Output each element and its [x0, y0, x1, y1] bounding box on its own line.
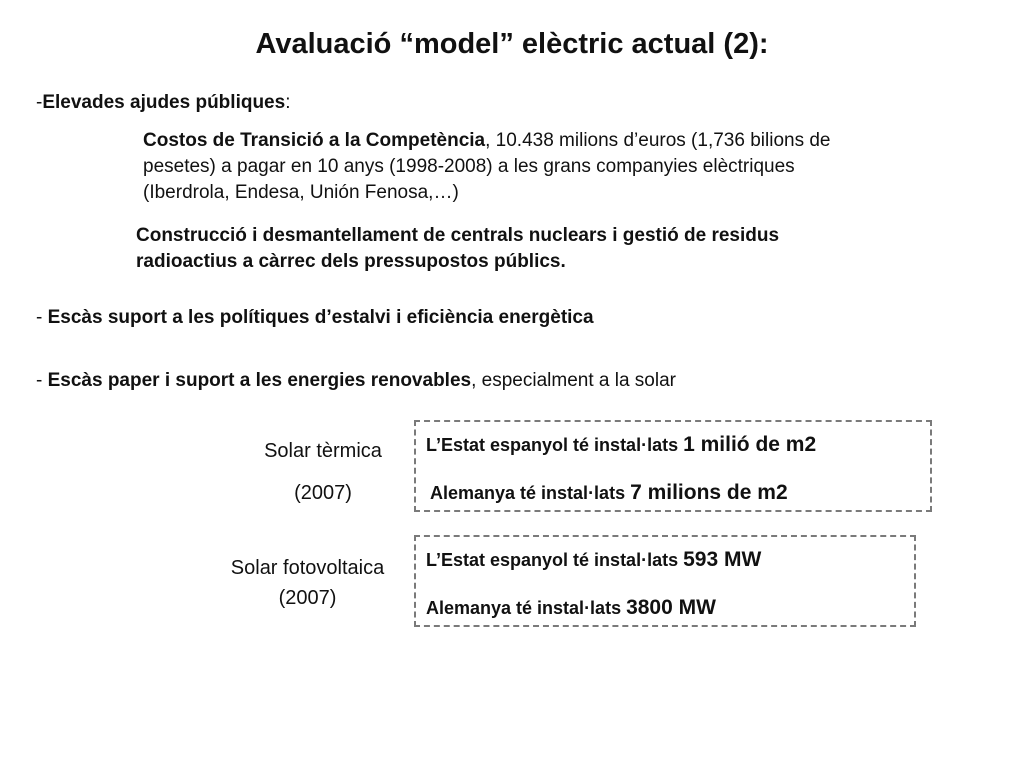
nuclear-paragraph	[136, 223, 976, 275]
bullet-label: Escàs suport a les polítiques d’estalvi i eficiència energètica	[47, 307, 594, 328]
solar-termica-box	[414, 420, 932, 512]
row-value: 3800 MW	[626, 596, 716, 619]
bullet-dash: -	[36, 370, 48, 391]
bullet-suffix: :	[285, 92, 291, 113]
row-text: Alemanya té instal·lats	[430, 483, 631, 503]
row-value: 7 milions de m2	[630, 481, 788, 504]
row-value: 593 MW	[683, 548, 762, 571]
row-text: L’Estat espanyol té instal·lats	[426, 550, 684, 570]
ctc-paragraph	[143, 128, 983, 206]
solar-termica-spain	[426, 432, 816, 458]
bullet-label: Elevades ajudes públiques	[42, 92, 286, 113]
solar-termica-label: Solar tèrmica	[264, 440, 382, 462]
row-value: 1 milió de m2	[683, 433, 817, 456]
solar-termica-germany	[430, 480, 788, 506]
bullet-dash: -	[36, 92, 43, 113]
ctc-line1-rest: , 10.438 milions d’euros (1,736 bilions de	[485, 130, 831, 151]
nuclear-line-1: Construcció i desmantellament de centrals nuclears i gestió de residus	[136, 225, 780, 246]
bullet-label: Escàs paper i suport a les energies renovables	[47, 370, 472, 391]
solar-termica-year: (2007)	[294, 482, 352, 504]
ctc-line-2: pesetes) a pagar en 10 anys (1998-2008) a les grans companyies elèctriques	[143, 156, 795, 177]
bullet-elevades-ajudes	[36, 90, 290, 116]
solar-fotovoltaica-spain	[426, 547, 761, 573]
nuclear-line-2: radioactius a càrrec dels pressupostos públics.	[136, 251, 566, 272]
solar-fotovoltaica-year: (2007)	[278, 587, 337, 609]
ctc-line-3: (Iberdrola, Endesa, Unión Fenosa,…)	[143, 182, 459, 203]
bullet-escas-paper	[36, 368, 676, 394]
row-text: Alemanya té instal·lats	[426, 598, 627, 618]
solar-fotovoltaica-box	[414, 535, 916, 627]
bullet-escas-suport	[36, 305, 594, 331]
bullet-dash: -	[36, 307, 48, 328]
bullet-rest: , especialment a la solar	[471, 370, 676, 391]
solar-fotovoltaica-germany	[426, 595, 716, 621]
ctc-bold: Costos de Transició a la Competència	[143, 130, 486, 151]
slide-title: Avaluació “model” elèctric actual (2):	[255, 28, 769, 60]
row-text: L’Estat espanyol té instal·lats	[426, 435, 684, 455]
ctc-line-1	[143, 128, 983, 154]
solar-fotovoltaica-label: Solar fotovoltaica	[230, 557, 385, 579]
